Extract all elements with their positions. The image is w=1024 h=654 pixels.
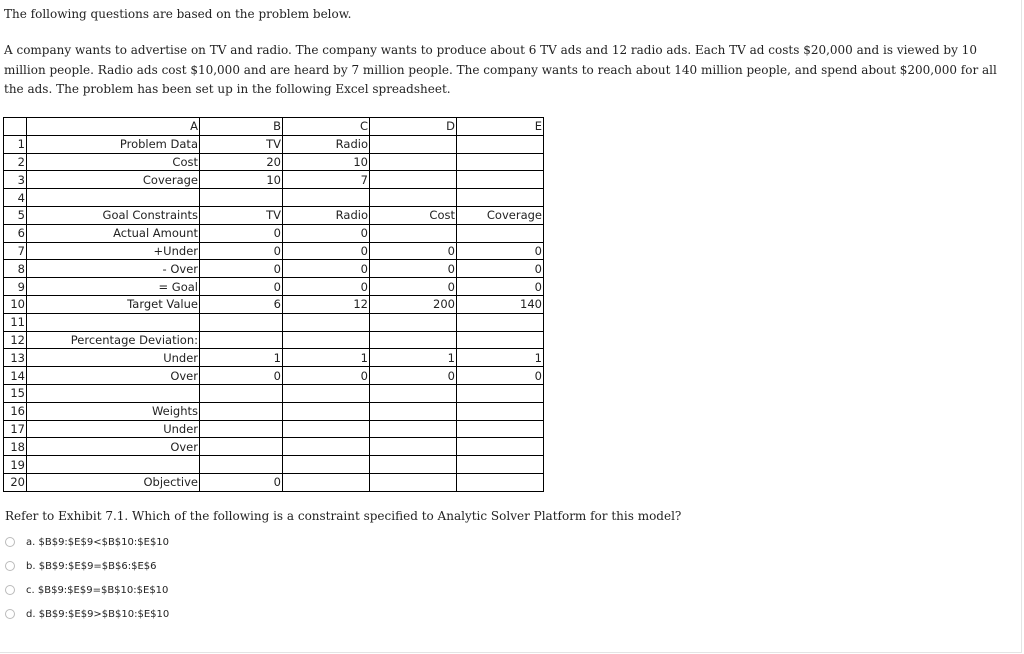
cell-a: Problem Data xyxy=(27,135,200,153)
cell-e xyxy=(457,224,544,242)
cell-e: 0 xyxy=(457,367,544,385)
cell-b xyxy=(200,456,283,474)
cell-c xyxy=(283,456,370,474)
sheet-row xyxy=(4,349,544,367)
cell-d xyxy=(370,456,457,474)
cell-e xyxy=(457,153,544,171)
cell-e xyxy=(457,438,544,456)
cell-d xyxy=(370,313,457,331)
sheet-row xyxy=(4,473,544,491)
column-header-c: C xyxy=(283,118,370,136)
sheet-row xyxy=(4,189,544,207)
cell-b xyxy=(200,438,283,456)
row-number: 16 xyxy=(4,402,27,420)
sheet-row xyxy=(4,295,544,313)
cell-a: Objective xyxy=(27,473,200,491)
row-number: 1 xyxy=(4,135,27,153)
cell-d: 200 xyxy=(370,295,457,313)
cell-b: 20 xyxy=(200,153,283,171)
row-number: 6 xyxy=(4,224,27,242)
cell-e: Coverage xyxy=(457,206,544,224)
row-number: 17 xyxy=(4,420,27,438)
cell-e xyxy=(457,473,544,491)
sheet-row xyxy=(4,313,544,331)
cell-b: TV xyxy=(200,206,283,224)
cell-c: 0 xyxy=(283,242,370,260)
row-number: 3 xyxy=(4,171,27,189)
cell-c: 0 xyxy=(283,367,370,385)
option-label: c. $B$9:$E$9=$B$10:$E$10 xyxy=(26,584,169,596)
radio-button[interactable] xyxy=(5,561,15,571)
cell-b: 10 xyxy=(200,171,283,189)
cell-e: 0 xyxy=(457,278,544,296)
row-number: 10 xyxy=(4,295,27,313)
cell-c xyxy=(283,420,370,438)
cell-c: 7 xyxy=(283,171,370,189)
cell-b: 0 xyxy=(200,473,283,491)
cell-c xyxy=(283,189,370,207)
row-number: 7 xyxy=(4,242,27,260)
row-number: 9 xyxy=(4,278,27,296)
sheet-row xyxy=(4,171,544,189)
cell-e: 140 xyxy=(457,295,544,313)
cell-e xyxy=(457,384,544,402)
sheet-row xyxy=(4,384,544,402)
problem-statement: A company wants to advertise on TV and radio. The company wants to produce about 6 TV ads and 12 radio ads. Each TV ad costs $20,000 and is viewed by 10 million people. Radio ads cost $10,000 and are heard by 7 million people. The company wants to reach about 140 million people, and spend about $200,000 for all the ads. The problem has been set up in the following Excel spreadsheet. xyxy=(4,43,997,96)
cell-c xyxy=(283,402,370,420)
row-number: 19 xyxy=(4,456,27,474)
cell-e xyxy=(457,189,544,207)
sheet-row xyxy=(4,420,544,438)
cell-a: - Over xyxy=(27,260,200,278)
column-header-row xyxy=(4,118,544,136)
row-number: 13 xyxy=(4,349,27,367)
cell-a: +Under xyxy=(27,242,200,260)
cell-e xyxy=(457,402,544,420)
row-number: 14 xyxy=(4,367,27,385)
radio-button[interactable] xyxy=(5,537,15,547)
question-text: Refer to Exhibit 7.1. Which of the following is a constraint specified to Analytic Solver Platform for this model? xyxy=(5,509,682,523)
column-header-a: A xyxy=(27,118,200,136)
cell-d xyxy=(370,384,457,402)
cell-d xyxy=(370,189,457,207)
column-header-e: E xyxy=(457,118,544,136)
row-number: 11 xyxy=(4,313,27,331)
row-number: 15 xyxy=(4,384,27,402)
cell-c xyxy=(283,384,370,402)
sheet-row xyxy=(4,331,544,349)
cell-c: 0 xyxy=(283,224,370,242)
cell-c: Radio xyxy=(283,206,370,224)
cell-d: Cost xyxy=(370,206,457,224)
cell-b xyxy=(200,189,283,207)
cell-c: 0 xyxy=(283,278,370,296)
row-number: 4 xyxy=(4,189,27,207)
cell-c: 1 xyxy=(283,349,370,367)
sheet-row xyxy=(4,135,544,153)
cell-b: 0 xyxy=(200,278,283,296)
cell-d xyxy=(370,153,457,171)
cell-c xyxy=(283,331,370,349)
cell-d xyxy=(370,402,457,420)
cell-d: 0 xyxy=(370,242,457,260)
cell-e: 0 xyxy=(457,242,544,260)
cell-d xyxy=(370,420,457,438)
cell-d xyxy=(370,473,457,491)
row-number: 2 xyxy=(4,153,27,171)
cell-b: 0 xyxy=(200,367,283,385)
cell-a xyxy=(27,189,200,207)
sheet-row xyxy=(4,278,544,296)
cell-a: Under xyxy=(27,349,200,367)
cell-a: Coverage xyxy=(27,171,200,189)
radio-button[interactable] xyxy=(5,585,15,595)
sheet-row xyxy=(4,367,544,385)
cell-b: 0 xyxy=(200,260,283,278)
sheet-row xyxy=(4,206,544,224)
sheet-row xyxy=(4,260,544,278)
cell-a: Goal Constraints xyxy=(27,206,200,224)
cell-a: Cost xyxy=(27,153,200,171)
cell-b: 0 xyxy=(200,224,283,242)
option-b[interactable] xyxy=(5,554,169,578)
cell-b xyxy=(200,402,283,420)
cell-a xyxy=(27,456,200,474)
option-a[interactable] xyxy=(5,530,169,554)
cell-b xyxy=(200,331,283,349)
row-number: 18 xyxy=(4,438,27,456)
cell-d xyxy=(370,438,457,456)
row-number: 12 xyxy=(4,331,27,349)
cell-e: 0 xyxy=(457,260,544,278)
sheet-row xyxy=(4,402,544,420)
column-header-d: D xyxy=(370,118,457,136)
row-number: 8 xyxy=(4,260,27,278)
sheet-row xyxy=(4,438,544,456)
sheet-row xyxy=(4,224,544,242)
option-label: a. $B$9:$E$9<$B$10:$E$10 xyxy=(26,536,170,548)
cell-a: Actual Amount xyxy=(27,224,200,242)
corner-cell xyxy=(4,118,27,136)
cell-c xyxy=(283,438,370,456)
cell-d: 0 xyxy=(370,367,457,385)
cell-b: 6 xyxy=(200,295,283,313)
cell-c xyxy=(283,473,370,491)
cell-c: 12 xyxy=(283,295,370,313)
cell-d: 0 xyxy=(370,260,457,278)
cell-a: Over xyxy=(27,367,200,385)
cell-e: 1 xyxy=(457,349,544,367)
cell-a xyxy=(27,313,200,331)
option-label: b. $B$9:$E$9=$B$6:$E$6 xyxy=(26,560,157,572)
answer-options xyxy=(5,530,169,626)
sheet-row xyxy=(4,153,544,171)
cell-d xyxy=(370,135,457,153)
cell-c: 10 xyxy=(283,153,370,171)
cell-a: Over xyxy=(27,438,200,456)
option-d[interactable] xyxy=(5,602,169,626)
cell-e xyxy=(457,135,544,153)
cell-b: 1 xyxy=(200,349,283,367)
cell-a: Under xyxy=(27,420,200,438)
cell-e xyxy=(457,171,544,189)
cell-d xyxy=(370,331,457,349)
cell-e xyxy=(457,313,544,331)
option-c[interactable] xyxy=(5,578,169,602)
cell-c xyxy=(283,313,370,331)
cell-d: 1 xyxy=(370,349,457,367)
cell-b: 0 xyxy=(200,242,283,260)
radio-button[interactable] xyxy=(5,609,15,619)
cell-b xyxy=(200,420,283,438)
column-header-b: B xyxy=(200,118,283,136)
spreadsheet-exhibit xyxy=(3,117,544,492)
intro-text: The following questions are based on the problem below. xyxy=(4,7,352,21)
cell-a: = Goal xyxy=(27,278,200,296)
cell-e xyxy=(457,456,544,474)
cell-b xyxy=(200,313,283,331)
cell-a: Target Value xyxy=(27,295,200,313)
cell-e xyxy=(457,331,544,349)
cell-d xyxy=(370,224,457,242)
sheet-row xyxy=(4,242,544,260)
row-number: 20 xyxy=(4,473,27,491)
cell-b xyxy=(200,384,283,402)
cell-a: Weights xyxy=(27,402,200,420)
cell-a: Percentage Deviation: xyxy=(27,331,200,349)
cell-e xyxy=(457,420,544,438)
option-label: d. $B$9:$E$9>$B$10:$E$10 xyxy=(26,608,170,620)
cell-c: Radio xyxy=(283,135,370,153)
cell-a xyxy=(27,384,200,402)
cell-c: 0 xyxy=(283,260,370,278)
cell-d: 0 xyxy=(370,278,457,296)
cell-b: TV xyxy=(200,135,283,153)
row-number: 5 xyxy=(4,206,27,224)
sheet-row xyxy=(4,456,544,474)
cell-d xyxy=(370,171,457,189)
